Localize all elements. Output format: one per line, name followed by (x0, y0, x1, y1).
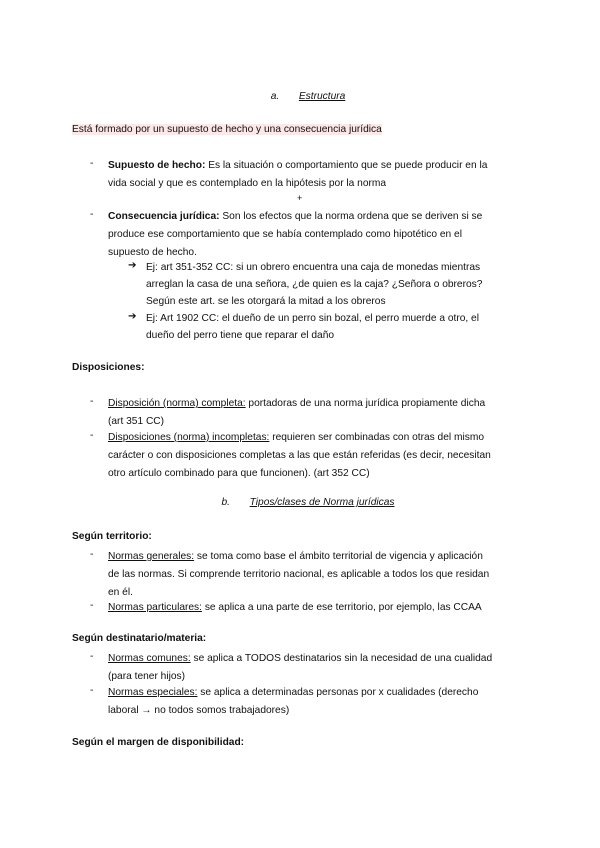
section-title-disposiciones: Disposiciones: (72, 362, 145, 373)
heading-letter: a. (270, 91, 280, 102)
item-text: se aplica a determinadas personas por x cualidades (derecho (197, 687, 479, 698)
item-label: Normas comunes: (108, 653, 191, 664)
section-title-margen: Según el margen de disponibilidad: (72, 737, 245, 748)
section-heading-a (0, 91, 600, 102)
bullet-dash: - (90, 158, 94, 169)
intro-line (72, 124, 382, 135)
bullet-dash: - (90, 430, 94, 441)
plus-sign: + (297, 193, 303, 203)
bullet-dash: - (90, 685, 94, 696)
example-item (146, 310, 516, 344)
item-label: Consecuencia jurídica: (108, 211, 220, 222)
item-text: carácter o con disposiciones completas a las que están referidas (es decir, necesitan (108, 450, 491, 461)
item-label: Normas especiales: (108, 687, 198, 698)
heading-title: Estructura (298, 91, 346, 102)
list-item-normas-generales (108, 548, 528, 602)
item-label: Normas generales: (108, 551, 195, 562)
item-label: Supuesto de hecho: (108, 160, 206, 171)
section-title-destinatario: Según destinatario/materia: (72, 633, 207, 644)
list-item-supuesto (108, 157, 528, 193)
intro-text: Está formado por un supuesto de hecho y una consecuencia jurídica (72, 124, 382, 135)
list-item-consecuencia (108, 208, 528, 262)
item-text: produce ese comportamiento que se había contemplado como hipotético en el (108, 229, 462, 240)
example-text: arreglan la casa de una señora, ¿de quien es la caja? ¿Señora o obreros? (146, 279, 483, 290)
list-item-normas-comunes (108, 650, 528, 686)
example-item (146, 259, 516, 310)
item-label: Disposiciones (norma) incompletas: (108, 432, 270, 443)
bullet-dash: - (90, 209, 94, 220)
item-label: Disposición (norma) completa: (108, 398, 246, 409)
item-text: Es la situación o comportamiento que se puede producir en la (205, 160, 488, 171)
list-item-disposicion-completa (108, 395, 528, 431)
heading-letter: b. (221, 497, 230, 508)
item-text: en él. (108, 587, 133, 598)
item-text: supuesto de hecho. (108, 247, 197, 258)
section-heading-b (0, 497, 600, 508)
item-text: (para tener hijos) (108, 671, 186, 682)
example-text: dueño del perro tiene que reparar el daño (146, 330, 335, 341)
item-text: Son los efectos que la norma ordena que se deriven si se (219, 211, 483, 222)
item-label: Normas particulares: (108, 602, 202, 613)
item-text: se aplica a una parte de ese territorio, por ejemplo, las CCAA (201, 602, 482, 613)
heading-title: Tipos/clases de Norma jurídicas (249, 497, 395, 508)
bullet-dash: - (90, 651, 94, 662)
item-text: se aplica a TODOS destinatarios sin la necesidad de una cualidad (190, 653, 493, 664)
arrow-icon: ➔ (128, 260, 137, 271)
item-text: (art 351 CC) (108, 416, 165, 427)
item-text: requieren ser combinadas con otras del mismo (269, 432, 484, 443)
list-item-disposiciones-incompletas (108, 429, 528, 483)
example-text: Según este art. se les otorgará la mitad a los obreros (146, 296, 386, 307)
item-text: de las normas. Si comprende territorio nacional, es aplicable a todos los que residan (108, 569, 490, 580)
item-text: laboral → no todos somos trabajadores) (108, 705, 290, 716)
item-text: portadoras de una norma jurídica propiamente dicha (245, 398, 486, 409)
item-text: se toma como base el ámbito territorial de vigencia y aplicación (194, 551, 483, 562)
item-text: vida social y que es contemplado en la hipótesis por la norma (108, 178, 387, 189)
example-text: Ej: Art 1902 CC: el dueño de un perro sin bozal, el perro muerde a otro, el (146, 313, 479, 324)
section-title-territorio: Según territorio: (72, 531, 152, 542)
item-text: otro artículo combinado para que funcionen). (art 352 CC) (108, 468, 370, 479)
arrow-icon: ➔ (128, 311, 137, 322)
list-item-normas-especiales (108, 684, 528, 720)
example-text: Ej: art 351-352 CC: si un obrero encuentra una caja de monedas mientras (146, 262, 481, 273)
bullet-dash: - (90, 396, 94, 407)
bullet-dash: - (90, 549, 94, 560)
bullet-dash: - (90, 600, 94, 611)
list-item-normas-particulares (108, 599, 528, 617)
